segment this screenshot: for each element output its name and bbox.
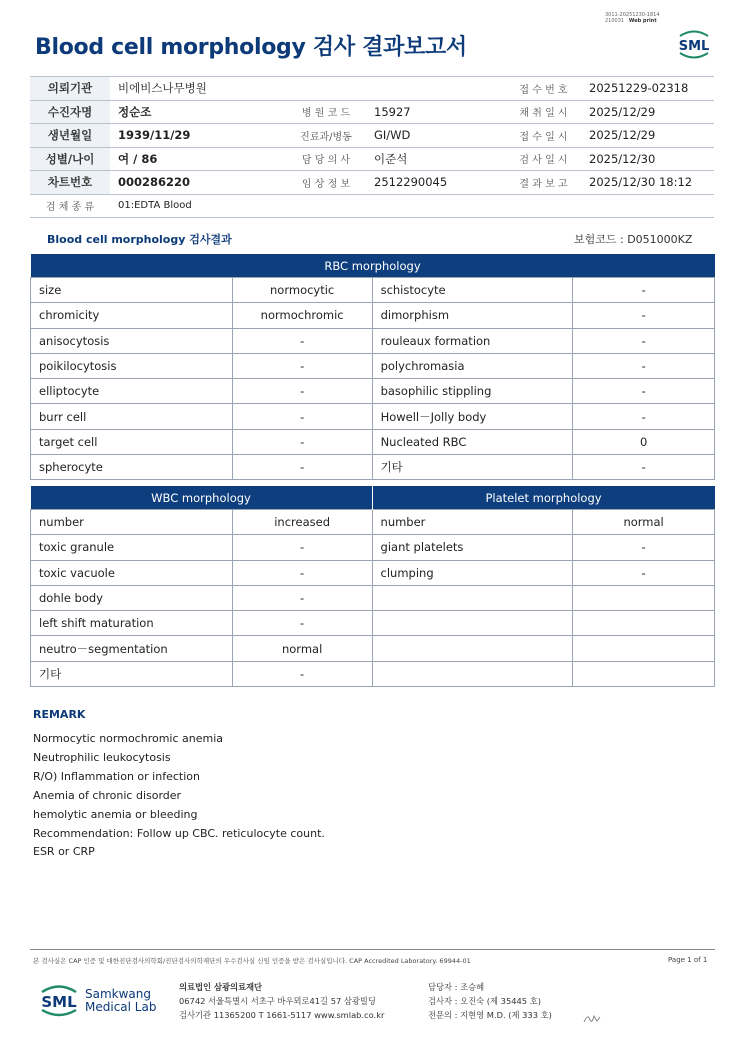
wbc-item-name: toxic granule [31,535,233,560]
rbc-item-result: - [573,353,715,378]
platelet-item-result: - [573,560,715,585]
rbc-item-result: - [573,379,715,404]
rbc-row [31,328,715,353]
lab-address [179,980,384,1022]
rbc-item-result: - [232,404,372,429]
wbc-platelet-row [31,661,715,686]
specimen-label: 검 체 종 류 [30,194,110,218]
wbc-platelet-row [31,636,715,661]
wbc-platelet-row [31,560,715,585]
rbc-row [31,429,715,454]
info-label: 성별/나이 [30,147,110,171]
patient-info-row [30,171,714,195]
wbc-item-result: - [232,560,372,585]
rbc-item-name: dimorphism [372,303,573,328]
platelet-item-name [372,611,573,636]
info-label: 담 당 의 사 [286,147,366,171]
remark-line: Anemia of chronic disorder [33,788,182,802]
staff-specialist: 전문의 : 지현영 M.D. (제 333 호) [428,1010,552,1020]
patient-info-row [30,147,714,171]
rbc-item-name: Howell－Jolly body [372,404,573,429]
info-label: 접 수 일 시 [506,124,581,148]
web-print-label: Web print [628,18,657,24]
rbc-item-name: Nucleated RBC [372,429,573,454]
remark-line: Recommendation: Follow up CBC. reticulocyte count. [33,826,325,840]
info-label: 진료과/병동 [286,124,366,148]
sml-logo-icon [674,26,714,62]
wbc-item-name: left shift maturation [31,611,233,636]
info-label: 결 과 보 고 [506,171,581,195]
rbc-item-result: 0 [573,429,715,454]
lab-org-name: 의료법인 삼광의료재단 [179,982,263,992]
rbc-item-result: - [573,278,715,303]
info-value: 2025/12/30 18:12 [581,171,714,195]
info-label: 생년월일 [30,124,110,148]
info-value: 15927 [366,100,506,124]
wbc-platelet-row [31,585,715,610]
info-value: 비에비스나무병원 [110,77,286,101]
platelet-item-name [372,585,573,610]
sml-brand-logo-text: SML [41,993,77,1011]
info-label: 접 수 번 호 [506,77,581,101]
insurance-code: 보험코드 : D051000KZ [574,233,693,246]
rbc-row [31,353,715,378]
info-value: 20251229-02318 [581,77,714,101]
rbc-row [31,379,715,404]
info-label: 수진자명 [30,100,110,124]
info-value: 2025/12/29 [581,124,714,148]
rbc-item-name: spherocyte [31,455,233,480]
wbc-platelet-table [30,486,715,687]
remark-line: R/O) Inflammation or infection [33,769,200,783]
rbc-item-name: poikilocytosis [31,353,233,378]
rbc-item-result: - [573,404,715,429]
patient-info-row [30,100,714,124]
info-label: 검 사 일 시 [506,147,581,171]
rbc-item-result: - [232,429,372,454]
platelet-item-result: - [573,535,715,560]
patient-info-table [30,76,714,218]
rbc-item-result: - [573,455,715,480]
rbc-item-name: anisocytosis [31,328,233,353]
remark-line: Neutrophilic leukocytosis [33,750,171,764]
wbc-item-result: - [232,585,372,610]
rbc-row [31,404,715,429]
rbc-item-name: burr cell [31,404,233,429]
remark-line: ESR or CRP [33,845,95,859]
rbc-item-name: schistocyte [372,278,573,303]
info-value: 이준석 [366,147,506,171]
staff-in-charge: 담당자 : 조승혜 [428,982,485,992]
rbc-item-result: - [573,328,715,353]
wbc-item-name: dohle body [31,585,233,610]
rbc-header: RBC morphology [31,254,715,278]
section-title: Blood cell morphology 검사결과 [47,233,232,246]
wbc-platelet-row [31,510,715,535]
rbc-item-name: size [31,278,233,303]
info-label: 임 상 정 보 [286,171,366,195]
brand-name-line2: Medical Lab [85,1000,157,1014]
document-id-line2: 210031 [605,18,625,24]
platelet-item-name [372,661,573,686]
wbc-item-name: number [31,510,233,535]
footer-divider [30,949,715,950]
rbc-item-result: - [232,455,372,480]
staff-tester: 검사자 : 오진숙 (제 35445 호) [428,996,541,1006]
signature-icon [582,1010,602,1024]
info-value: 000286220 [110,171,286,195]
lab-contact: 검사기관 11365200 T 1661-5117 www.smlab.co.kr [179,1010,385,1020]
patient-info-row [30,77,714,101]
sml-brand-logo-icon [37,980,81,1020]
lab-street-address: 06742 서울특별시 서초구 바우뫼로41길 57 삼광빌딩 [179,996,376,1006]
platelet-item-name: clumping [372,560,573,585]
info-label: 채 취 일 시 [506,100,581,124]
rbc-item-result: normochromic [232,303,372,328]
info-value: 2025/12/29 [581,100,714,124]
remark-line: Normocytic normochromic anemia [33,732,224,745]
wbc-item-result: - [232,611,372,636]
specimen-value: 01:EDTA Blood [110,194,714,218]
remark-title: REMARK [33,708,86,721]
info-label [286,77,366,101]
report-title: Blood cell morphology 검사 결과보고서 [35,35,467,60]
rbc-item-name: polychromasia [372,353,573,378]
info-value: 2025/12/30 [581,147,714,171]
platelet-item-result [573,661,715,686]
platelet-item-name: number [372,510,573,535]
platelet-item-result [573,611,715,636]
rbc-item-name: 기타 [372,455,573,480]
wbc-item-result: - [232,535,372,560]
rbc-item-result: - [232,353,372,378]
page-number: Page 1 of 1 [668,956,708,964]
info-value: 1939/11/29 [110,124,286,148]
wbc-item-result: increased [232,510,372,535]
wbc-item-result: normal [232,636,372,661]
rbc-morphology-table [30,254,715,480]
rbc-row [31,278,715,303]
rbc-item-name: target cell [31,429,233,454]
patient-info-row [30,124,714,148]
document-id [605,12,660,24]
info-label: 차트번호 [30,171,110,195]
info-label: 병 원 코 드 [286,100,366,124]
staff-list [428,980,552,1022]
rbc-item-name: basophilic stippling [372,379,573,404]
platelet-item-result [573,636,715,661]
wbc-item-name: toxic vacuole [31,560,233,585]
wbc-header: WBC morphology [31,486,373,510]
info-value: GI/WD [366,124,506,148]
wbc-platelet-row [31,535,715,560]
info-value: 정순조 [110,100,286,124]
platelet-item-name: giant platelets [372,535,573,560]
platelet-item-name [372,636,573,661]
document-id-line1: 3011-20251230-1814 [605,12,660,18]
rbc-item-result: normocytic [232,278,372,303]
brand-name [85,988,156,1014]
rbc-item-name: elliptocyte [31,379,233,404]
rbc-item-result: - [573,303,715,328]
rbc-item-result: - [232,379,372,404]
info-label: 의뢰기관 [30,77,110,101]
remark-line: hemolytic anemia or bleeding [33,807,198,821]
wbc-item-name: 기타 [31,661,233,686]
platelet-header: Platelet morphology [372,486,714,510]
rbc-row [31,455,715,480]
brand-name-line1: Samkwang [85,987,151,1001]
rbc-item-name: rouleaux formation [372,328,573,353]
platelet-item-result: normal [573,510,715,535]
info-value: 2512290045 [366,171,506,195]
wbc-item-result: - [232,661,372,686]
accreditation-note: 본 검사실은 CAP 인증 및 대한진단검사의학회/진단검사의학재단의 우수검사실 신임 인증을 받은 검사실입니다. CAP Accredited Laboratory. 69944-01 [33,957,471,965]
info-value [366,77,506,101]
sml-logo-text: SML [678,39,710,54]
remark-text [33,730,325,862]
info-value: 여 / 86 [110,147,286,171]
rbc-row [31,303,715,328]
wbc-platelet-row [31,611,715,636]
rbc-item-result: - [232,328,372,353]
rbc-item-name: chromicity [31,303,233,328]
specimen-row [30,194,714,218]
platelet-item-result [573,585,715,610]
wbc-item-name: neutro－segmentation [31,636,233,661]
